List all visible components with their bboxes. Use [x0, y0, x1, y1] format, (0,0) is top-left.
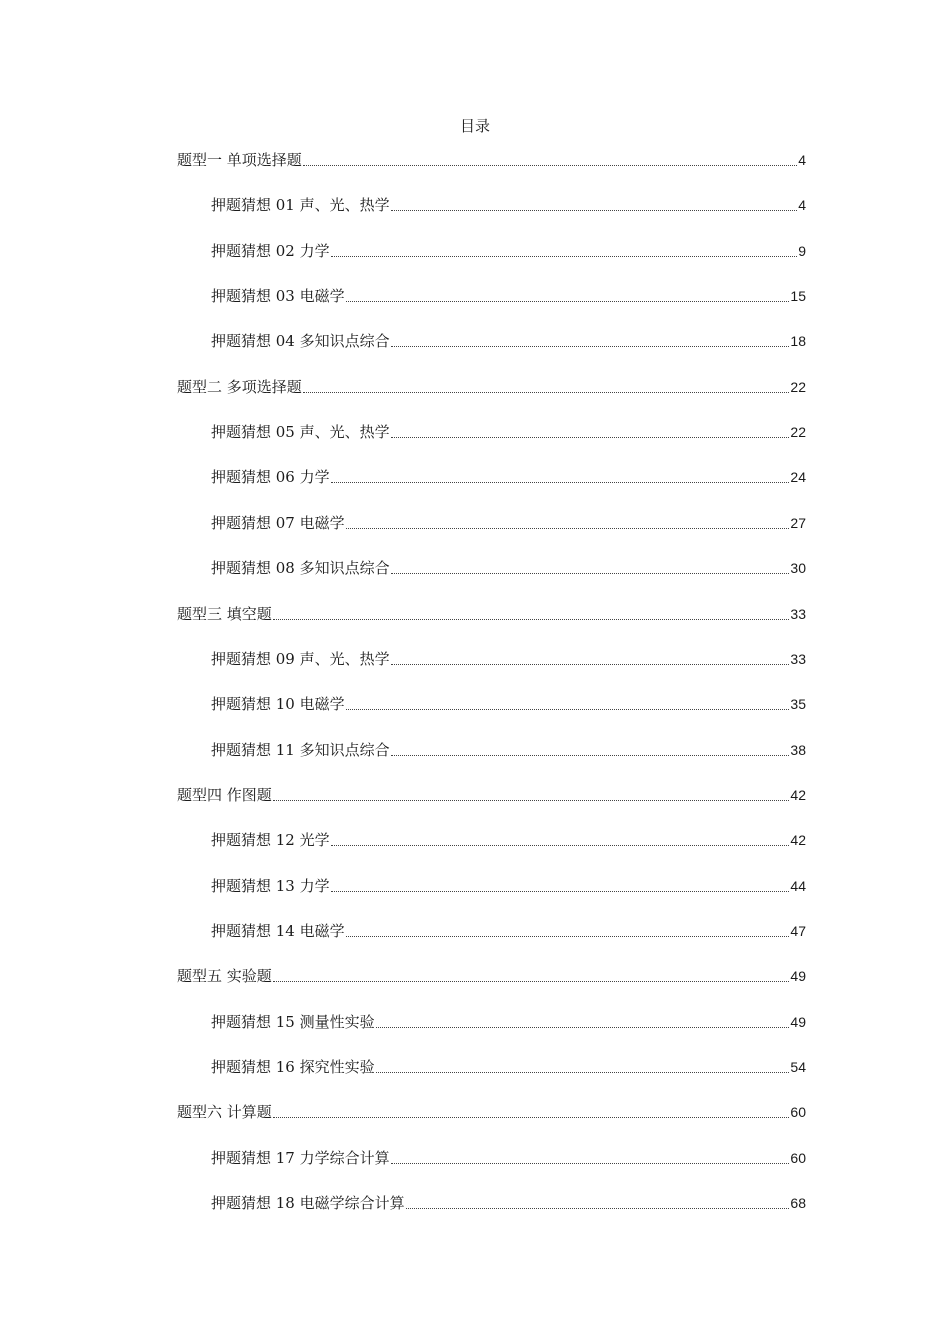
- toc-entry-page-number: 68: [790, 1195, 806, 1211]
- toc-subsection-entry[interactable]: [211, 466, 806, 488]
- toc-subsection-entry[interactable]: [211, 1011, 806, 1033]
- toc-title: 目录: [459, 117, 490, 135]
- toc-entry-page-number: 60: [790, 1150, 806, 1166]
- toc-entry-label: 押题猜想 07 电磁学: [211, 514, 345, 532]
- toc-entry-label: 押题猜想 01 声、光、热学: [211, 196, 390, 214]
- toc-entry-page-number: 30: [790, 560, 806, 576]
- toc-subsection-entry[interactable]: [211, 920, 806, 942]
- toc-subsection-entry[interactable]: [211, 1192, 806, 1214]
- dot-leader: [346, 512, 790, 534]
- dot-leader: [303, 376, 790, 398]
- toc-entry-label: 押题猜想 12 光学: [211, 831, 330, 849]
- toc-entry-label: 题型五 实验题: [177, 967, 272, 985]
- dot-leader: [391, 648, 790, 670]
- toc-entry-label: 押题猜想 09 声、光、热学: [211, 650, 390, 668]
- toc-entry-page-number: 49: [790, 968, 806, 984]
- toc-section-entry[interactable]: [177, 376, 806, 398]
- toc-entry-page-number: 22: [790, 379, 806, 395]
- dot-leader: [273, 1101, 790, 1123]
- toc-entry-label: 押题猜想 14 电磁学: [211, 922, 345, 940]
- toc-subsection-entry[interactable]: [211, 693, 806, 715]
- toc-entry-page-number: 47: [790, 923, 806, 939]
- toc-subsection-entry[interactable]: [211, 557, 806, 579]
- toc-entry-page-number: 44: [790, 878, 806, 894]
- toc-entry-label: 题型四 作图题: [177, 786, 272, 804]
- dot-leader: [273, 784, 790, 806]
- toc-entry-page-number: 33: [790, 606, 806, 622]
- dot-leader: [346, 693, 790, 715]
- toc-entry-page-number: 38: [790, 742, 806, 758]
- toc-entry-label: 押题猜想 17 力学综合计算: [211, 1149, 390, 1167]
- toc-entry-label: 押题猜想 15 测量性实验: [211, 1013, 375, 1031]
- dot-leader: [331, 875, 790, 897]
- dot-leader: [273, 965, 790, 987]
- toc-subsection-entry[interactable]: [211, 240, 806, 262]
- dot-leader: [391, 194, 798, 216]
- toc-entry-page-number: 22: [790, 424, 806, 440]
- toc-entry-label: 押题猜想 04 多知识点综合: [211, 332, 390, 350]
- toc-subsection-entry[interactable]: [211, 648, 806, 670]
- toc-section-entry[interactable]: [177, 149, 806, 171]
- toc-entry-label: 题型一 单项选择题: [177, 151, 302, 169]
- dot-leader: [331, 829, 790, 851]
- toc-entry-page-number: 27: [790, 515, 806, 531]
- toc-section-entry[interactable]: [177, 603, 806, 625]
- toc-entry-page-number: 42: [790, 832, 806, 848]
- toc-entry-page-number: 49: [790, 1014, 806, 1030]
- toc-entry-page-number: 9: [798, 243, 806, 259]
- toc-entry-page-number: 35: [790, 696, 806, 712]
- toc-entry-label: 题型三 填空题: [177, 605, 272, 623]
- toc-subsection-entry[interactable]: [211, 875, 806, 897]
- toc-entry-label: 题型六 计算题: [177, 1103, 272, 1121]
- toc-entry-label: 题型二 多项选择题: [177, 378, 302, 396]
- dot-leader: [391, 739, 790, 761]
- dot-leader: [346, 285, 790, 307]
- toc-entry-label: 押题猜想 03 电磁学: [211, 287, 345, 305]
- dot-leader: [331, 240, 798, 262]
- toc-subsection-entry[interactable]: [211, 1147, 806, 1169]
- dot-leader: [331, 466, 790, 488]
- dot-leader: [303, 149, 797, 171]
- dot-leader: [391, 557, 790, 579]
- toc-entry-label: 押题猜想 08 多知识点综合: [211, 559, 390, 577]
- toc-subsection-entry[interactable]: [211, 739, 806, 761]
- toc-entry-label: 押题猜想 13 力学: [211, 877, 330, 895]
- toc-subsection-entry[interactable]: [211, 512, 806, 534]
- toc-entry-label: 押题猜想 05 声、光、热学: [211, 423, 390, 441]
- dot-leader: [376, 1056, 790, 1078]
- toc-entry-page-number: 33: [790, 651, 806, 667]
- toc-section-entry[interactable]: [177, 784, 806, 806]
- toc-subsection-entry[interactable]: [211, 330, 806, 352]
- toc-section-entry[interactable]: [177, 965, 806, 987]
- dot-leader: [391, 1147, 790, 1169]
- toc-subsection-entry[interactable]: [211, 285, 806, 307]
- dot-leader: [346, 920, 790, 942]
- dot-leader: [391, 330, 790, 352]
- toc-entry-label: 押题猜想 11 多知识点综合: [211, 741, 390, 759]
- toc-entry-page-number: 42: [790, 787, 806, 803]
- toc-entry-label: 押题猜想 06 力学: [211, 468, 330, 486]
- toc-entry-page-number: 24: [790, 469, 806, 485]
- toc-subsection-entry[interactable]: [211, 1056, 806, 1078]
- toc-entry-label: 押题猜想 02 力学: [211, 242, 330, 260]
- toc-subsection-entry[interactable]: [211, 829, 806, 851]
- toc-entry-label: 押题猜想 10 电磁学: [211, 695, 345, 713]
- dot-leader: [376, 1011, 790, 1033]
- toc-entry-page-number: 4: [798, 197, 806, 213]
- toc-subsection-entry[interactable]: [211, 421, 806, 443]
- toc-subsection-entry[interactable]: [211, 194, 806, 216]
- dot-leader: [406, 1192, 790, 1214]
- dot-leader: [391, 421, 790, 443]
- toc-entry-page-number: 15: [790, 288, 806, 304]
- toc-entry-page-number: 60: [790, 1104, 806, 1120]
- toc-entry-page-number: 54: [790, 1059, 806, 1075]
- toc-entry-page-number: 18: [790, 333, 806, 349]
- toc-entry-page-number: 4: [798, 152, 806, 168]
- toc-section-entry[interactable]: [177, 1101, 806, 1123]
- toc-entry-label: 押题猜想 16 探究性实验: [211, 1058, 375, 1076]
- toc-entry-label: 押题猜想 18 电磁学综合计算: [211, 1194, 405, 1212]
- dot-leader: [273, 603, 790, 625]
